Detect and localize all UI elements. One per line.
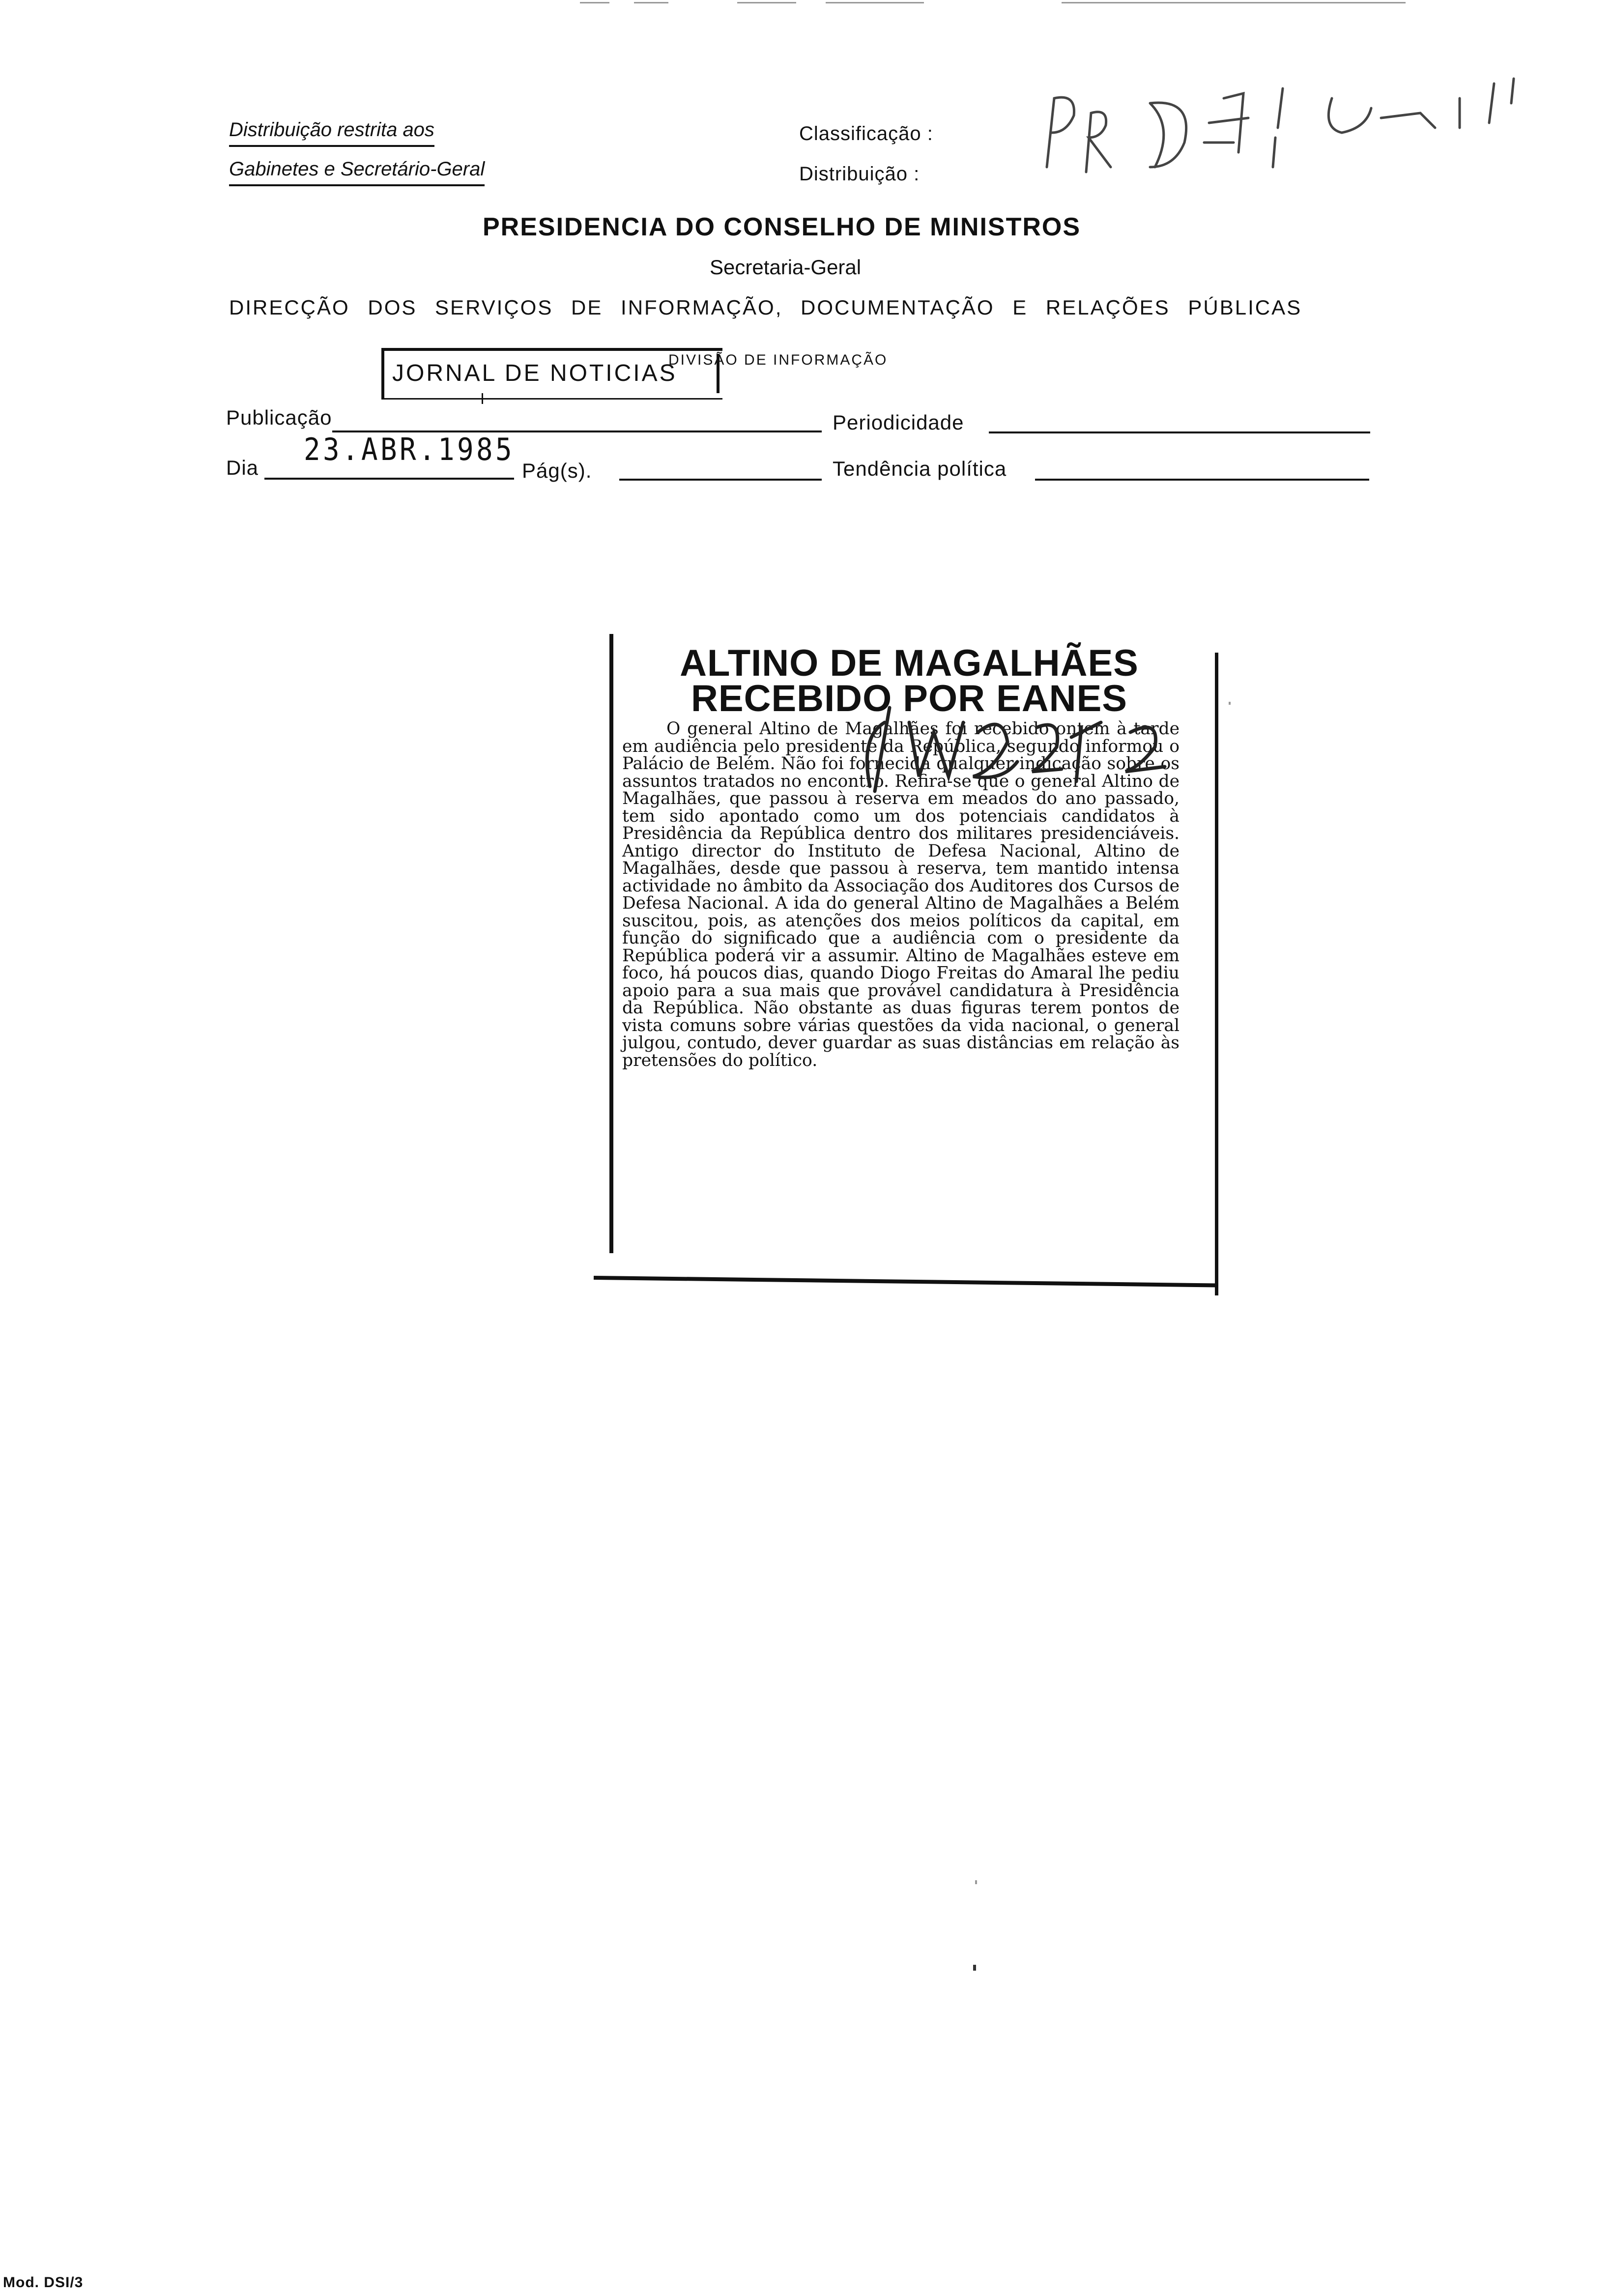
distribution-label: Distribuição : <box>799 163 920 185</box>
page-title: PRESIDENCIA DO CONSELHO DE MINISTROS <box>483 213 1081 241</box>
tendency-line <box>1035 479 1369 481</box>
page-subtitle: Secretaria-Geral <box>710 256 862 279</box>
distribution-restriction-line2 <box>229 158 485 186</box>
scan-mark <box>634 2 668 3</box>
distribution-restriction-text2: Gabinetes e Secretário-Geral <box>229 158 485 186</box>
division-name: DIVISÃO DE INFORMAÇÃO <box>668 352 888 368</box>
pages-label: Pág(s). <box>522 459 592 482</box>
handwritten-scribble <box>855 663 1199 801</box>
scan-mark <box>826 2 924 3</box>
tendency-label: Tendência política <box>833 457 1007 480</box>
scan-speck <box>1229 702 1231 705</box>
date-stamp: 23.ABR.1985 <box>304 431 515 467</box>
publication-label: Publicação <box>226 406 332 429</box>
classification-label: Classificação : <box>799 123 933 144</box>
distribution-restriction-line1 <box>229 119 434 147</box>
pages-line <box>619 479 822 481</box>
clipping-border-right <box>1215 653 1218 1295</box>
scan-speck <box>973 1965 976 1971</box>
newspaper-stamp-text: JORNAL DE NOTICIAS <box>392 360 677 386</box>
article-body-text: O general Altino de Magalhães foi recebido ontem à tarde em audiência pelo presidente da República, segundo informou o Palácio de Belém. Não foi fornecida qualquer indicação sobre os assuntos tratados no encontro. Refira-se que o general Altino de Magalhães, que passou à reserva em meados do ano passado, tem sido apontado como um dos potenciais candidatos à Presidência da República dentro dos militares presidenciáveis. Antigo director do Instituto de Defesa Nacional, Altino de Magalhães, desde que passou à reserva, tem mantido intensa actividade no âmbito da Associação dos Auditores dos Cursos de Defesa Nacional. A ida do general Altino de Magalhães a Belém suscitou, pois, as atenções dos meios políticos da capital, em função do significado que a audiência com o presidente da República poderá vir a assumir. Altino de Magalhães esteve em foco, há poucos dias, quando Diogo Freitas do Amaral lhe pediu apoio para a sua mais que provável candidatura à Presidência da República. Não obstante as duas figuras terem pontos de vista comuns sobre várias questões da vida nacional, o general julgou, contudo, dever guardar as suas distâncias em relação às pretensões do político. <box>622 719 1180 1070</box>
scan-speck <box>975 1880 977 1884</box>
distribution-restriction-text1: Distribuição restrita aos <box>229 119 434 147</box>
scan-mark <box>580 2 609 3</box>
handwritten-annotation <box>1027 69 1533 182</box>
periodicity-label: Periodicidade <box>833 411 964 434</box>
scan-mark <box>1062 2 1406 3</box>
article-headline-line2: RECEBIDO POR EANES <box>691 678 1127 719</box>
department-name: DIRECÇÃO DOS SERVIÇOS DE INFORMAÇÃO, DOCUMENTAÇÃO E RELAÇÕES PÚBLICAS <box>229 296 1302 319</box>
stamp-edge <box>482 393 483 404</box>
day-line <box>264 478 514 480</box>
scan-mark <box>737 2 796 3</box>
clipping-border-bottom <box>594 1276 1218 1288</box>
day-label: Dia <box>226 456 259 479</box>
clipping-border-left <box>609 634 613 1253</box>
periodicity-line <box>989 431 1370 433</box>
form-code: Mod. DSI/3 <box>3 2274 84 2291</box>
article-headline-line1: ALTINO DE MAGALHÃES <box>680 642 1139 684</box>
